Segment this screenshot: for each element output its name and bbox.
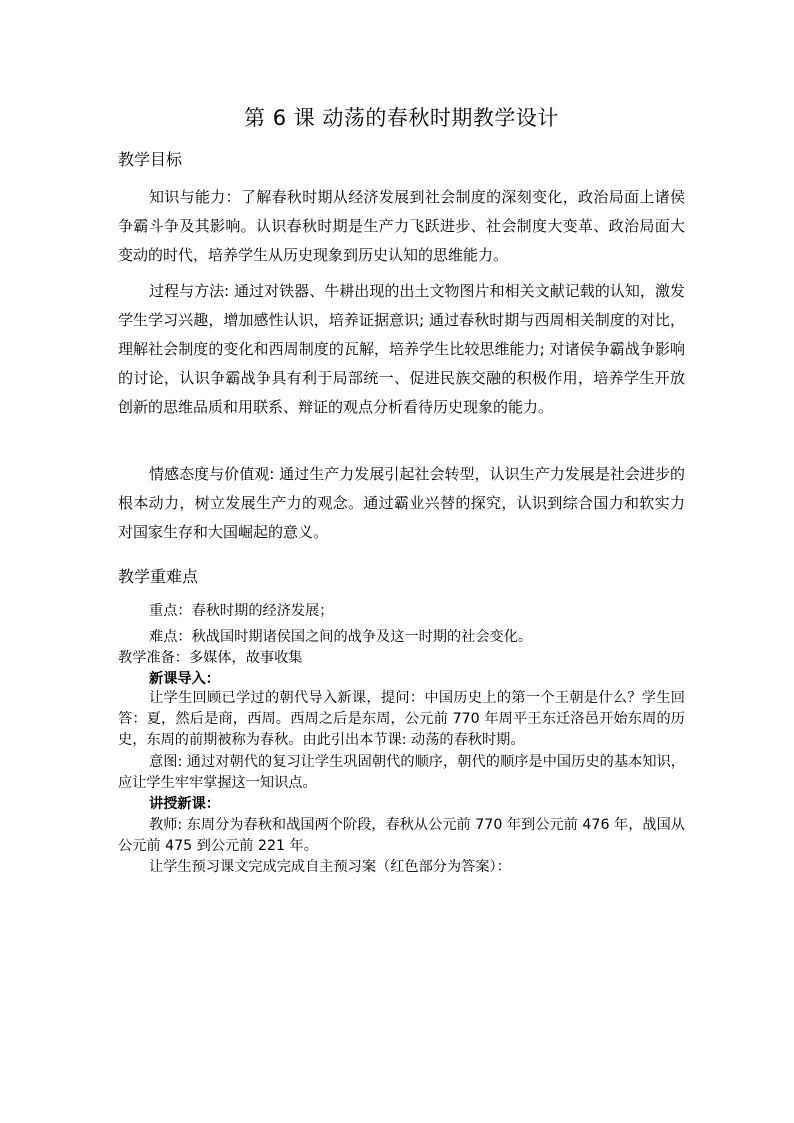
intro-heading: 新课导入： xyxy=(149,671,220,687)
teacher-paragraph: 教师: 东周分为春秋和战国两个阶段，春秋从公元前 770 年到公元前 476 年，战国从公元前 475 到公元前 221 年。 xyxy=(118,817,685,854)
paragraph-knowledge: 知识与能力：了解春秋时期从经济发展到社会制度的深刻变化，政治局面上诸侯争霸斗争及其影响。认识春秋时期是生产力飞跃进步、社会制度大变革、政治局面大变动的时代，培养学生从历史现象到历史认知的思维能力。 xyxy=(118,188,685,264)
intro-paragraph: 让学生回顾已学过的朝代导入新课，提问：中国历史上的第一个王朝是什么？学生回答：夏，然后是商，西周。西周之后是东周，公元前 770 年周平王东迁洛邑开始东周的历史，东周的前期被称为春秋。由此引出本节课: 动荡的春秋时期。 xyxy=(118,690,685,748)
paragraph-emotion: 情感态度与价值观: 通过生产力发展引起社会转型，认识生产力发展是社会进步的根本动力，树立发展生产力的观念。通过霸业兴替的探究，认识到综合国力和软实力对国家生存和大国崛起的意义。 xyxy=(118,465,685,541)
difficulty-line: 难点：秋战国时期诸侯国之间的战争及这一时期的社会变化。 xyxy=(149,629,533,645)
intent-paragraph: 意图: 通过对朝代的复习让学生巩固朝代的顺序，朝代的顺序是中国历史的基本知识，应让学生牢牢掌握这一知识点。 xyxy=(118,754,685,791)
section-heading-keypoints: 教学重难点 xyxy=(118,567,199,586)
lecture-heading: 讲授新课： xyxy=(149,796,220,812)
keypoint-line: 重点：春秋时期的经济发展； xyxy=(149,603,334,619)
preview-paragraph: 让学生预习课文完成完成自主预习案（红色部分为答案）： xyxy=(149,859,511,875)
section-heading-objectives: 教学目标 xyxy=(118,150,183,169)
paragraph-process: 过程与方法: 通过对铁器、牛耕出现的出土文物图片和相关文献记载的认知，激发学生学习兴趣，增加感性认识，培养证据意识; 通过春秋时期与西周相关制度的对比，理解社会制度的变化和西周制度的瓦解，培养学生比较思维能力; 对诸侯争霸战争影响的讨论，认识争霸战争具有利于局部统一、促进民族交融的积极作用，培养学生开放创新的思维品质和用联系、辩证的观点分析看待历史现象的能力。 xyxy=(118,282,685,416)
preparation-line: 教学准备：多媒体，故事收集 xyxy=(118,650,303,666)
document-title: 第 6 课 动荡的春秋时期教学设计 xyxy=(244,106,559,130)
